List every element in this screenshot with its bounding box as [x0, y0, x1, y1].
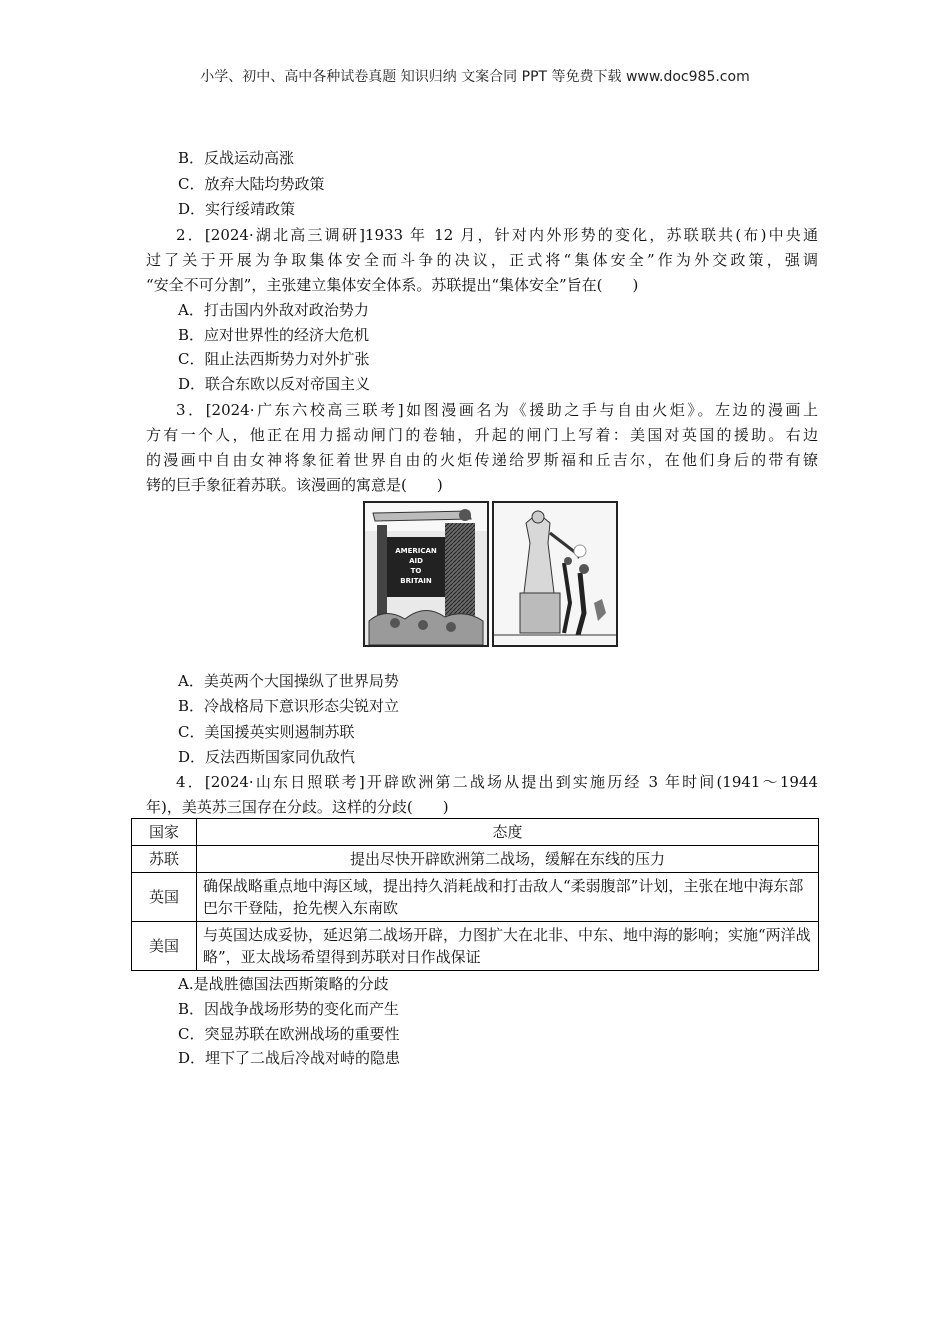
table-header-country: 国家 — [132, 819, 197, 846]
q3-stem-line-1: 3．[2024·广东六校高三联考]如图漫画名为《援助之手与自由火炬》。左边的漫画上 — [176, 401, 818, 419]
q3-option-a: A．美英两个大国操纵了世界局势 — [178, 672, 399, 690]
q4-option-b: B．因战争战场形势的变化而产生 — [178, 1000, 400, 1018]
cartoon-sign-line-3: TO — [410, 567, 422, 575]
q2-option-b: B．应对世界性的经济大危机 — [178, 326, 370, 344]
q4-option-d: D．埋下了二战后冷战对峙的隐患 — [178, 1049, 401, 1067]
q2-option-c: C．阻止法西斯势力对外扩张 — [178, 350, 370, 368]
page-header: 小学、初中、高中各种试卷真题 知识归纳 文案合同 PPT 等免费下载 www.doc985.com — [200, 69, 750, 85]
q3-option-c: C．美国援英实则遏制苏联 — [178, 723, 355, 741]
table-header-row — [132, 819, 819, 846]
q2-option-d: D．联合东欧以反对帝国主义 — [178, 375, 371, 393]
table-cell-attitude: 提出尽快开辟欧洲第二战场，缓解在东线的压力 — [197, 846, 819, 873]
table-row — [132, 846, 819, 873]
table-cell-country: 英国 — [132, 873, 197, 922]
q4-stem-line-1: 4．[2024·山东日照联考]开辟欧洲第二战场从提出到实施历经 3 年时间(1941～1944 — [176, 773, 818, 791]
q1-option-d: D．实行绥靖政策 — [178, 200, 296, 218]
q4-option-c: C．突显苏联在欧洲战场的重要性 — [178, 1025, 400, 1043]
q2-stem-line-2: 过了关于开展为争取集体安全而斗争的决议，正式将“集体安全”作为外交政策，强调 — [146, 251, 818, 269]
cartoon-sign-line-4: BRITAIN — [400, 577, 432, 585]
table-cell-country: 美国 — [132, 922, 197, 971]
q3-stem-line-2: 方有一个人，他正在用力摇动闸门的卷轴，升起的闸门上写着：美国对英国的援助。右边 — [146, 426, 818, 444]
q2-stem-line-3: “安全不可分割”，主张建立集体安全体系。苏联提出“集体安全”旨在( ) — [146, 276, 639, 294]
q3-stem-line-4: 铐的巨手象征着苏联。该漫画的寓意是( ) — [146, 476, 443, 494]
cartoon-sign-line-1: AMERICAN — [395, 547, 437, 555]
q1-option-c: C．放弃大陆均势政策 — [178, 175, 325, 193]
table-cell-attitude: 确保战略重点地中海区域，提出持久消耗战和打击敌人“柔弱腹部”计划，主张在地中海东部巴尔干登陆，抢先楔入东南欧 — [197, 873, 819, 922]
table-header-attitude: 态度 — [197, 819, 819, 846]
cartoon-sign-line-2: AID — [409, 557, 423, 565]
q4-stem-line-2: 年)，美英苏三国存在分歧。这样的分歧( ) — [146, 798, 449, 816]
q3-option-d: D．反法西斯国家同仇敌忾 — [178, 748, 356, 766]
q4-table — [131, 818, 819, 971]
cartoon-statue-of-liberty — [492, 501, 618, 647]
q1-option-b: B．反战运动高涨 — [178, 149, 295, 167]
table-cell-country: 苏联 — [132, 846, 197, 873]
q3-stem-line-3: 的漫画中自由女神将象征着世界自由的火炬传递给罗斯福和丘吉尔，在他们身后的带有镣 — [146, 451, 818, 469]
table-row — [132, 873, 819, 922]
q4-option-a: A.是战胜德国法西斯策略的分歧 — [178, 975, 389, 993]
q3-option-b: B．冷战格局下意识形态尖锐对立 — [178, 697, 400, 715]
table-cell-attitude: 与英国达成妥协，延迟第二战场开辟，力图扩大在北非、中东、地中海的影响；实施“两洋战略”，亚太战场希望得到苏联对日作战保证 — [197, 922, 819, 971]
cartoon-aid-to-britain — [363, 501, 489, 647]
table-row — [132, 922, 819, 971]
q2-option-a: A．打击国内外敌对政治势力 — [178, 301, 369, 319]
q2-stem-line-1: 2．[2024·湖北高三调研]1933 年 12 月，针对内外形势的变化，苏联联共(布)中央通 — [176, 226, 818, 244]
